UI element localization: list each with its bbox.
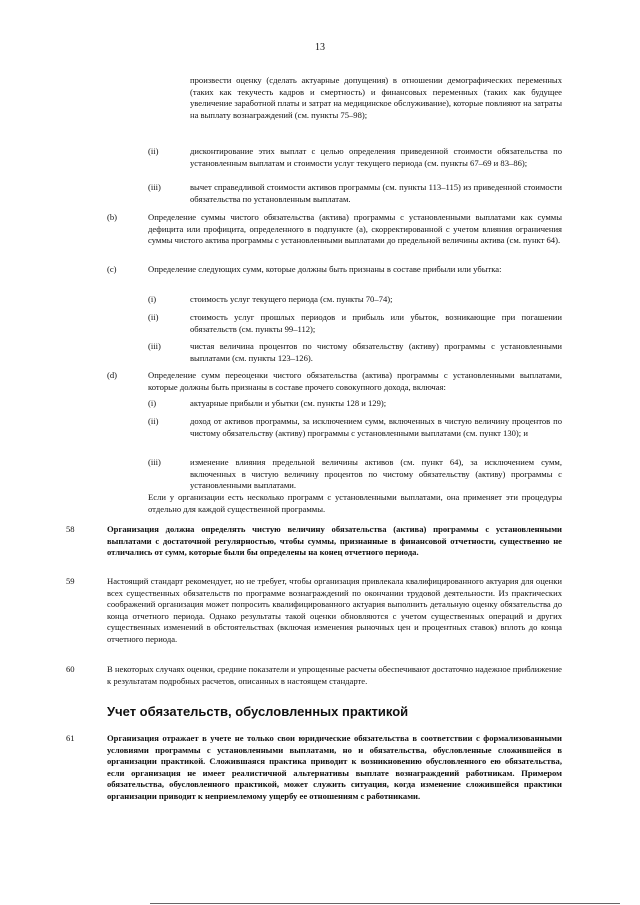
item-c-iii-text: чистая величина процентов по чистому обязательству (активу) программы с установленными выплатами (см. пункты 123–126). — [190, 341, 562, 363]
para-59-text: Настоящий стандарт рекомендует, но не требует, чтобы организация привлекала квалифицированного актуария для оценки всех существенных обязательств по программе вознаграждений по окончании трудовой деятельности. Из практических соображений организация может попросить квалифицированного актуария выполнить детальную оценку обязательства до конца отчетного периода. Однако результаты такой оценки обновляются с учетом существенных операций и других существенных изменений в обстоятельствах (включая изменения рыночных цен и процентных ставок) вплоть до конца отчетного периода. — [107, 576, 562, 644]
bottom-edge-line — [150, 903, 620, 904]
para-58-number: 58 — [66, 524, 75, 534]
item-c-label: (c) — [107, 264, 117, 274]
item-a-ii-label: (ii) — [148, 146, 159, 156]
item-d-ii-label: (ii) — [148, 416, 159, 426]
para-60-text: В некоторых случаях оценки, средние показатели и упрощенные расчеты обеспечивают достаточно надежное приближение к результатам подробных расчетов, описанных в настоящем стандарте. — [107, 664, 562, 686]
item-a-iii-label: (iii) — [148, 182, 161, 192]
item-d-iii-label: (iii) — [148, 457, 161, 467]
para-61-text: Организация отражает в учете не только свои юридические обязательства в соответствии с формализованными условиями программы с установленными выплатами, но и обязательства, обусловленные сложившейся в организации практикой. Сложившаяся практика приводит к возникновению обусловленного ею обязательства, если организация не имеет реалистичной альтернативы выплате вознаграждений работникам. Примером обязательства, обусловленного практикой, может служить ситуация, когда изменение сложившейся практики организации приводит к неприемлемому ущербу ее отношениям с работниками. — [107, 733, 562, 801]
item-c-i-label: (i) — [148, 294, 157, 304]
item-d-ii-text: доход от активов программы, за исключением сумм, включенных в чистую величину процентов по чистому обязательству (активу) программы с установленными выплатами (см. пункт 130); и — [190, 416, 562, 438]
para-61-number: 61 — [66, 733, 75, 743]
item-a-i-continuation: произвести оценку (сделать актуарные допущения) в отношении демографических переменных (таких как текучесть кадров и смертность) и финансовых переменных (таких как будущее увеличение заработной платы и затрат на медицинское обслуживание), которые повлияют на затраты на выплату вознаграждений (см. пункты 75–98); — [190, 75, 562, 120]
item-d-text: Определение сумм переоценки чистого обязательства (актива) программы с установленными выплатами, которые должны быть признаны в составе прочего совокупного дохода, включая: — [148, 370, 562, 392]
item-a-iii-text: вычет справедливой стоимости активов программы (см. пункты 113–115) из приведенной стоимости обязательства по установленным выплатам. — [190, 182, 562, 204]
item-b-text: Определение суммы чистого обязательства (актива) программы с установленными выплатами как суммы дефицита или профицита, определенного в подпункте (a), скорректированной с учетом влияния ограничения суммы чистого актива программы с установленными выплатами до предельной величины актива (см. пункт 64). — [148, 212, 562, 246]
item-c-i-text: стоимость услуг текущего периода (см. пункты 70–74); — [190, 294, 393, 304]
item-d-i-label: (i) — [148, 398, 157, 408]
item-a-ii-text: дисконтирование этих выплат с целью определения приведенной стоимости обязательства по установленным выплатам и стоимости услуг текущего периода (см. пункты 67–69 и 83–86); — [190, 146, 562, 168]
item-d-i-text: актуарные прибыли и убытки (см. пункты 128 и 129); — [190, 398, 387, 408]
item-d-label: (d) — [107, 370, 118, 380]
multiple-plans-note: Если у организации есть несколько программ с установленными выплатами, она применяет эти процедуры отдельно для каждой существенной программы. — [148, 492, 562, 514]
item-c-text: Определение следующих сумм, которые должны быть признаны в составе прибыли или убытка: — [148, 264, 502, 274]
item-c-iii-label: (iii) — [148, 341, 161, 351]
item-d-iii-text: изменение влияния предельной величины активов (см. пункт 64), за исключением сумм, включенных в чистую величину процентов по чистому обязательству (активу) программы с установленными выплатами. — [190, 457, 562, 491]
para-59-number: 59 — [66, 576, 75, 586]
para-60-number: 60 — [66, 664, 75, 674]
section-heading: Учет обязательств, обусловленных практикой — [107, 704, 409, 719]
item-b-label: (b) — [107, 212, 118, 222]
item-c-ii-text: стоимость услуг прошлых периодов и прибыль или убыток, возникающие при погашении обязательств (см. пункты 99–112); — [190, 312, 562, 334]
para-58-text: Организация должна определять чистую величину обязательства (актива) программы с установленными выплатами с достаточной регулярностью, чтобы суммы, признанные в финансовой отчетности, существенно не отличались от сумм, которые были бы определены на конец отчетного периода. — [107, 524, 562, 558]
item-c-ii-label: (ii) — [148, 312, 159, 322]
page-number: 13 — [315, 42, 325, 53]
